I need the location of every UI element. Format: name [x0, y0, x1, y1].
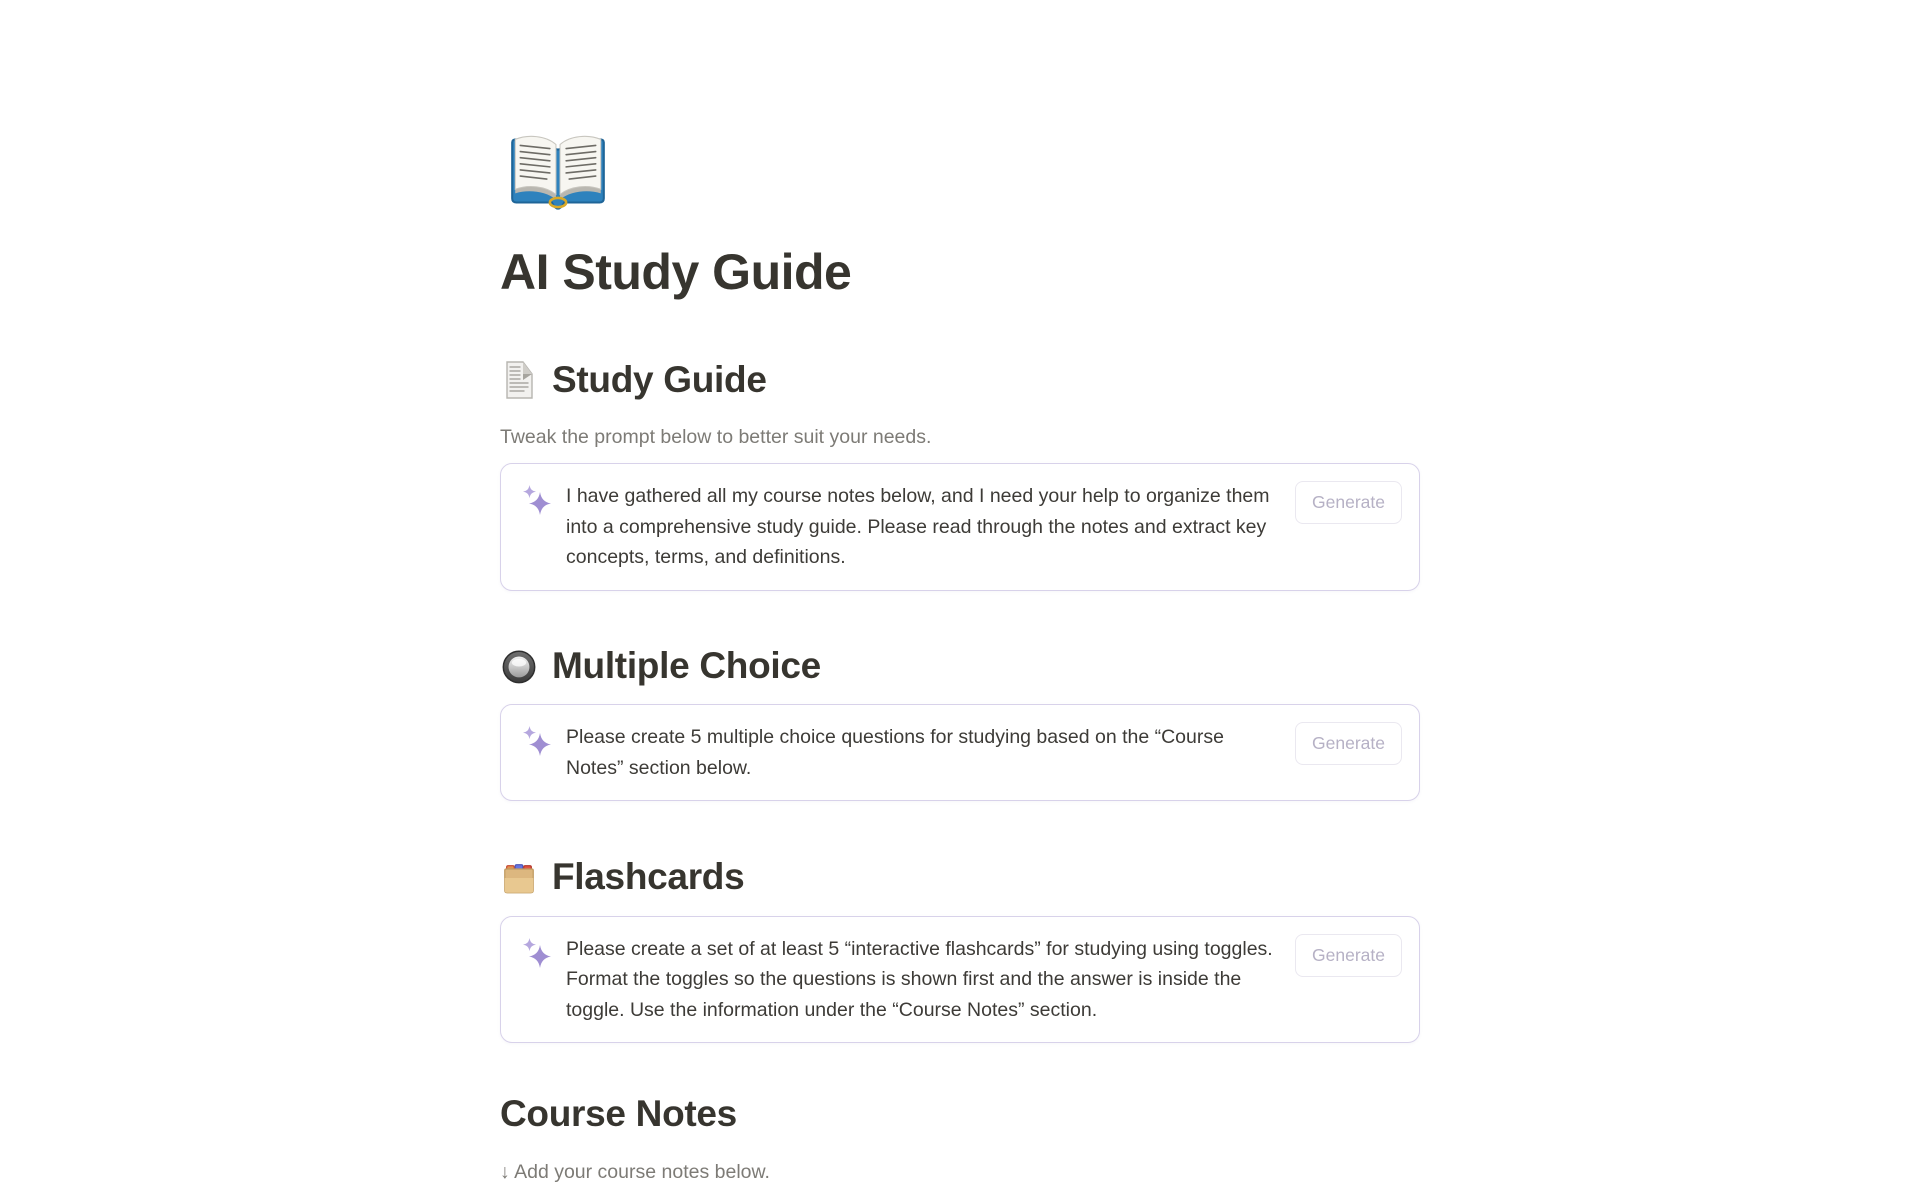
section-head-study-guide — [500, 359, 1420, 402]
section-head-multiple-choice — [500, 645, 1420, 688]
generate-button-study-guide[interactable]: Generate — [1295, 481, 1402, 524]
radio-button-icon — [500, 646, 538, 686]
section-description: Tweak the prompt below to better suit your needs. — [500, 426, 932, 449]
sparkles-icon — [521, 725, 551, 757]
page-title[interactable]: AI Study Guide — [500, 244, 852, 300]
ai-prompt-block-flashcards — [500, 916, 1420, 1044]
ai-prompt-block-multiple-choice — [500, 704, 1420, 801]
page-content — [500, 0, 1420, 1186]
course-notes-hint: ↓ Add your course notes below. — [500, 1160, 770, 1183]
card-index-dividers-icon — [500, 858, 538, 898]
section-title-study-guide[interactable]: Study Guide — [552, 358, 767, 400]
open-book-icon[interactable] — [502, 130, 614, 218]
prompt-text-multiple-choice[interactable]: Please create 5 multiple choice questions for studying based on the “Course Notes” section below. — [566, 726, 1224, 779]
generate-button-multiple-choice[interactable]: Generate — [1295, 722, 1402, 765]
prompt-text-flashcards[interactable]: Please create a set of at least 5 “interactive flashcards” for studying using toggles. Format the toggles so the questions is shown first and the answer is inside the toggle. Use the information under the “Course Notes” section. — [566, 937, 1273, 1021]
ai-prompt-block-study-guide — [500, 463, 1420, 591]
section-head-flashcards — [500, 856, 1420, 899]
sparkles-icon — [521, 484, 551, 516]
page-facing-up-icon — [500, 360, 538, 400]
sparkles-icon — [521, 937, 551, 969]
section-title-multiple-choice[interactable]: Multiple Choice — [552, 644, 821, 686]
generate-button-flashcards[interactable]: Generate — [1295, 934, 1402, 977]
section-title-flashcards[interactable]: Flashcards — [552, 856, 745, 898]
prompt-text-study-guide[interactable]: I have gathered all my course notes below, and I need your help to organize them into a comprehensive study guide. Please read through the notes and extract key concepts, terms, and definitions. — [566, 485, 1270, 569]
section-title-course-notes[interactable]: Course Notes — [500, 1093, 737, 1135]
